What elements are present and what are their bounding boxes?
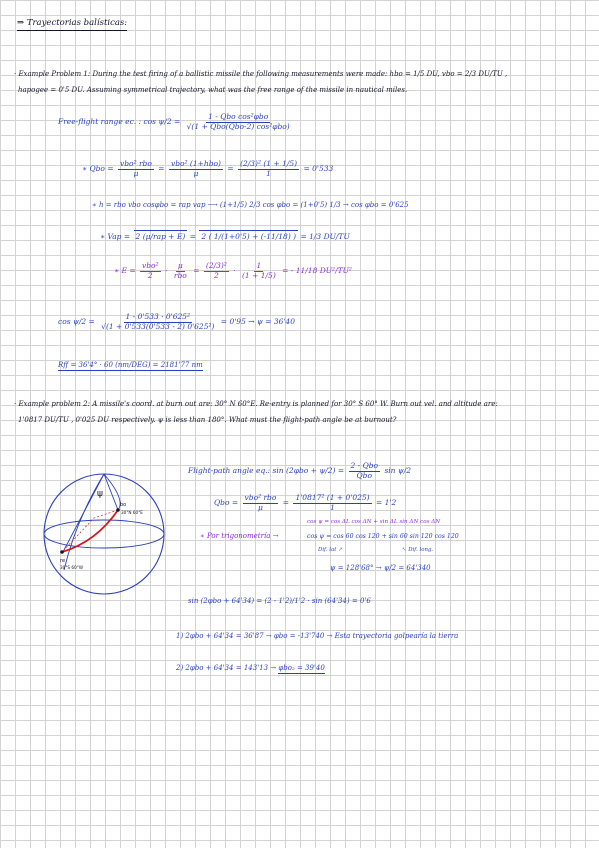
q2-lhs: Qbo = [214,498,239,508]
ffr-numerator: 1 - Qbo cos²φbo [208,112,269,121]
ex1-q-bo-line: ∗ Qbo = $\frac{\text{vbo² rbo}}{\mu}$ = $\frac{\text{vbo² (1+hbo)}}{\mu}$ = $\frac{\text{(2/3)² (1 + 1/5)}}{1}$ = 0'533 [82,159,334,178]
fpa-tail: sin ψ/2 [384,466,412,476]
solution-2-answer: φbo₂ = 39'40 [278,664,325,672]
ex2-dif-long: ↖ Dif. long. [402,547,434,553]
re-label: re [60,558,66,564]
bo-coord-label: 30°N 60°E [121,510,143,515]
q-result: = 0'533 [303,164,334,174]
ex2-dif-lat: Dif. lat ↗ [318,547,343,553]
q-frac1-num: vbo² rbo [120,159,152,168]
ex2-flight-path-eq [188,462,411,480]
e-frac4-den: (1 + 1/5) [242,270,276,280]
e-lhs: ∗ E = [114,266,136,276]
page-heading: ⇒ Trayectorias balísticas: [17,19,127,31]
vap-root2: 2 ( 1/(1+0'5) + (-11/18) ) [201,232,297,241]
ex2-q-bo-line: Qbo = $\frac{\text{vbo² rbo}}{\mu}$ = $\frac{\text{1'0817² (1 + 0'025)}}{1}$ = 1'2 [214,493,397,512]
ex2-sin-line: sin (2φbo + 64'34) = (2 - 1'2)/1'2 · sin (64'34) = 0'6 [188,597,371,605]
q2-frac1-num: vbo² rbo [244,493,277,502]
ex2-solution-2 [176,664,325,672]
ex1-vap-line [100,230,350,242]
rff-text: Rff = 36'4° · 60 (nm/DEG) = 2181'77 nm [58,361,203,369]
e-frac4-num: 1 [256,261,262,270]
meridian-to-reentry [64,474,104,550]
q2-frac2-num: 1'0817² (1 + 0'025) [295,493,370,502]
ex2-solution-1: 1) 2φbo + 64'34 = 36'87 → φbo = -13'740 → Esta trayectoria golpearía la tierra [176,632,459,640]
e-frac2-num: μ [177,261,183,270]
e-frac3-den: 2 [213,270,219,280]
psi-label: ψ [97,489,103,499]
q-frac2-num: vbo² (1+hbo) [170,159,221,168]
q2-frac1-den: μ [258,502,263,512]
ex1-cos-psi-line [58,313,295,331]
e-result: = - 11/18 DU²/TU² [282,266,352,276]
fpa-mid: sin (2φbo + ψ/2) = [272,466,345,476]
ex1-free-range-result [58,361,203,369]
q-frac1-den: μ [133,168,139,178]
e-minus: - [164,266,168,276]
ex1-statement-line1: · Example Problem 1: During the test firing of a ballistic missile the following measurements were made: hbo = 1/5 DU, vbo = 2/3 DU/TU , [14,70,508,78]
q2-result: = 1'2 [376,498,397,508]
q2-frac2-den: 1 [330,502,335,512]
ex1-free-flight-range-eq [58,113,294,131]
ex2-statement-line2: 1'0817 DU/TU , 0'025 DU respectively. ψ is less than 180°. What must the flight-path angle be at burnout? [18,416,397,424]
e-eq: = [193,266,200,276]
ffr-denominator: √(1 + Qbo(Qbo-2) cos²φbo) [186,121,290,131]
e-frac1-den: 2 [147,270,153,280]
ex1-energy-line: ∗ E = $\frac{\text{vbo²}}{2}$ - $\frac{\mu}{\text{rbo}}$ = $\frac{\text{(2/3)²}}{2}$ · $\frac{1}{(1 + 1/5)}$ = - 11/18 DU²/TU² [114,261,352,280]
q-frac3-num: (2/3)² (1 + 1/5) [240,159,298,168]
re-coord-label: 30°S 60°W [60,565,83,570]
cos-result: = 0'95 → ψ = 36'40 [220,317,295,327]
ex2-statement-line1: · Example problem 2: A missile's coord. at burn out are: 30° N 60°E. Re-entry is planned for 30° S 60° W. Burn out vel. and altitude are: [14,400,498,408]
equator-ellipse [44,520,164,548]
cos-lhs: cos ψ/2 = [58,317,95,327]
cos-numerator: 1 - 0'533 · 0'625² [125,312,191,321]
earth-trajectory-diagram [36,470,176,600]
ex1-h-line: ∗ h = rbo vbo cosφbo = rap vap ⟶ (1+1/5) 2/3 cos φbo = (1+0'5) 1/3 → cos φbo = 0'625 [92,201,409,209]
fpa-numerator: 2 - Qbo [350,461,379,470]
q-lhs: ∗ Qbo = [82,164,114,174]
e-frac1-num: vbo² [142,261,159,270]
earth-circle [44,474,164,594]
vap-root1: 2 (μ/rap + E) [135,232,186,241]
vap-lhs: ∗ Vap = [100,232,131,241]
ffr-lhs: cos ψ/2 = [143,117,181,127]
q-frac2-den: μ [193,168,199,178]
q-frac3-den: 1 [266,168,271,178]
meridian-to-burnout [104,474,118,510]
ex2-trig-formula2: cos ψ = cos 60 cos 120 + sin 60 sin 120 cos 120 [307,533,459,540]
e-frac3-num: (2/3)² [205,261,227,270]
fpa-label: Flight-path angle eq.: [188,466,271,476]
ex2-trig-label: ∗ Por trigonometría → [200,532,279,540]
fpa-denominator: Qbo [356,470,372,480]
ex1-statement-line2: hapogee = 0'5 DU. Assuming symmetrical trajectory, what was the free range of the missile in nautical miles. [18,86,408,94]
solution-2-expr: 2) 2φbo + 64'34 = 143'13 → [176,664,279,672]
burnout-point [116,508,120,512]
vap-eq: = [189,232,197,241]
vap-result: = 1/3 DU/TU [300,232,350,241]
bo-label: bo [120,502,127,508]
e-frac2-den: rbo [173,270,187,280]
cos-denominator: √(1 + 0'533(0'533 - 2) 0'625²) [101,321,215,331]
ex2-psi-result: ψ = 128'68° → ψ/2 = 64'340 [330,564,431,572]
ffr-label: Free-flight range ec. : [58,117,142,127]
ex2-trig-formula1: cos ψ = cos ΔL cos ΔN + sin ΔL sin ΔN cos ΔN [307,519,441,525]
reentry-point [60,550,64,554]
